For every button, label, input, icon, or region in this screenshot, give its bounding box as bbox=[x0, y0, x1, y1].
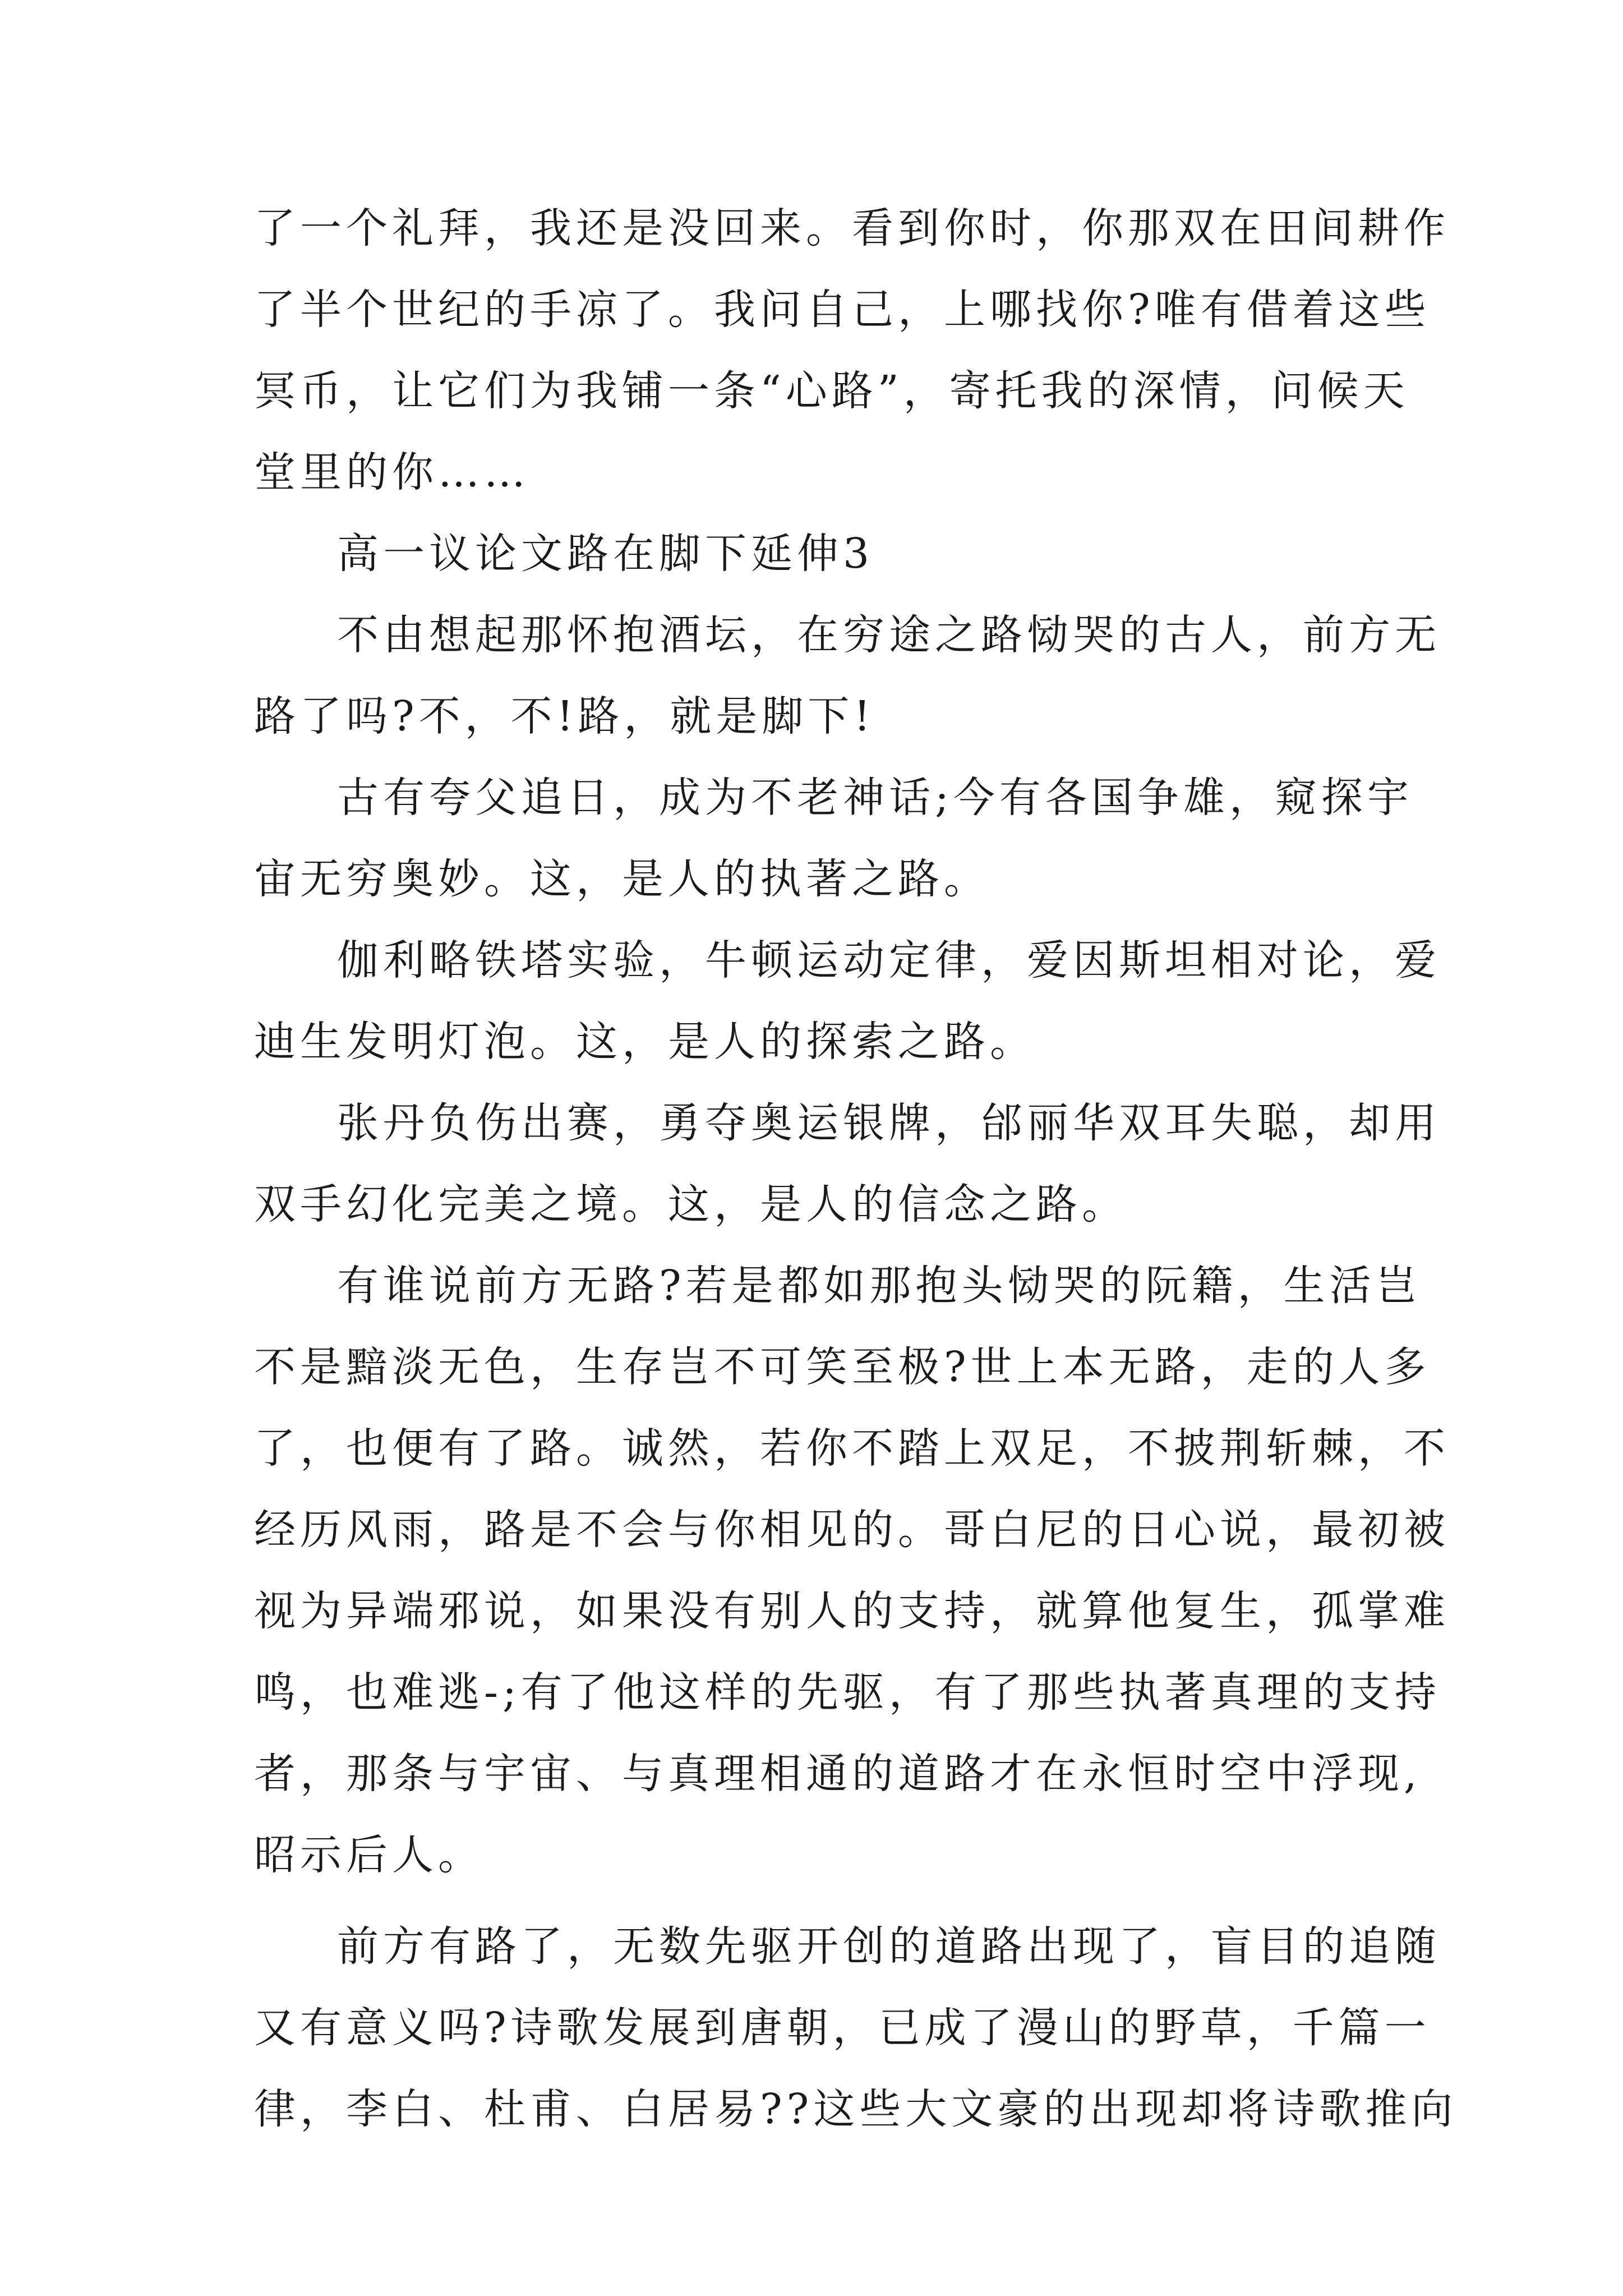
paragraph bbox=[254, 920, 1441, 1083]
text-line: 路了吗?不，不!路，就是脚下! bbox=[254, 692, 875, 740]
text-line: 鸣，也难逃-;有了他这样的先驱，有了那些执著真理的支持 bbox=[254, 1668, 1441, 1717]
text-line: 迪生发明灯泡。这，是人的探索之路。 bbox=[254, 1018, 1036, 1066]
paragraph-spacer bbox=[254, 1896, 1398, 1906]
text-line: 了，也便有了路。诚然，若你不踏上双足，不披荆斩棘，不 bbox=[254, 1424, 1450, 1473]
text-line: 宙无穷奥妙。这，是人的执著之路。 bbox=[254, 855, 990, 903]
text-line: 古有夸父追日，成为不老神话;今有各国争雄，窥探宇 bbox=[337, 774, 1413, 822]
text-line: 前方有路了，无数先驱开创的道路出现了，盲目的追随 bbox=[337, 1922, 1441, 1971]
text-line: 经历风雨，路是不会与你相见的。哥白尼的日心说，最初被 bbox=[254, 1506, 1450, 1554]
text-line: 冥币，让它们为我铺一条“心路”，寄托我的深情，问候天 bbox=[254, 367, 1409, 415]
paragraph bbox=[254, 1245, 1450, 1896]
section-title: 高一议论文路在脚下延伸3 bbox=[337, 530, 874, 578]
paragraph bbox=[254, 1906, 1458, 2150]
text-line: 不是黯淡无色，生存岂不可笑至极?世上本无路，走的人多 bbox=[254, 1343, 1431, 1391]
text-line: 者，那条与宇宙、与真理相通的道路才在永恒时空中浮现, bbox=[254, 1750, 1422, 1798]
text-line: 视为异端邪说，如果没有别人的支持，就算他复生，孤掌难 bbox=[254, 1587, 1450, 1635]
text-line: 伽利略铁塔实验，牛顿运动定律，爱因斯坦相对论，爱 bbox=[337, 936, 1441, 984]
text-line: 又有意义吗?诗歌发展到唐朝，已成了漫山的野草，千篇一 bbox=[254, 2004, 1431, 2052]
paragraph bbox=[254, 1083, 1441, 1245]
text-line: 了一个礼拜，我还是没回来。看到你时，你那双在田间耕作 bbox=[254, 204, 1450, 252]
text-line: 了半个世纪的手凉了。我问自己，上哪找你?唯有借着这些 bbox=[254, 286, 1431, 334]
text-line: 有谁说前方无路?若是都如那抱头恸哭的阮籍，生活岂 bbox=[337, 1262, 1422, 1310]
text-line: 律，李白、杜甫、白居易??这些大文豪的出现却将诗歌推向 bbox=[254, 2085, 1458, 2133]
document-body bbox=[254, 188, 1458, 2150]
text-line: 不由想起那怀抱酒坛，在穷途之路恸哭的古人，前方无 bbox=[337, 611, 1441, 659]
paragraph bbox=[254, 757, 1413, 920]
paragraph bbox=[254, 595, 1441, 757]
text-line: 双手幻化完美之境。这，是人的信念之路。 bbox=[254, 1180, 1128, 1228]
text-line: 昭示后人。 bbox=[254, 1831, 484, 1879]
text-line: 堂里的你…… bbox=[254, 448, 530, 496]
text-line: 张丹负伤出赛，勇夺奥运银牌，邰丽华双耳失聪，却用 bbox=[337, 1099, 1441, 1147]
